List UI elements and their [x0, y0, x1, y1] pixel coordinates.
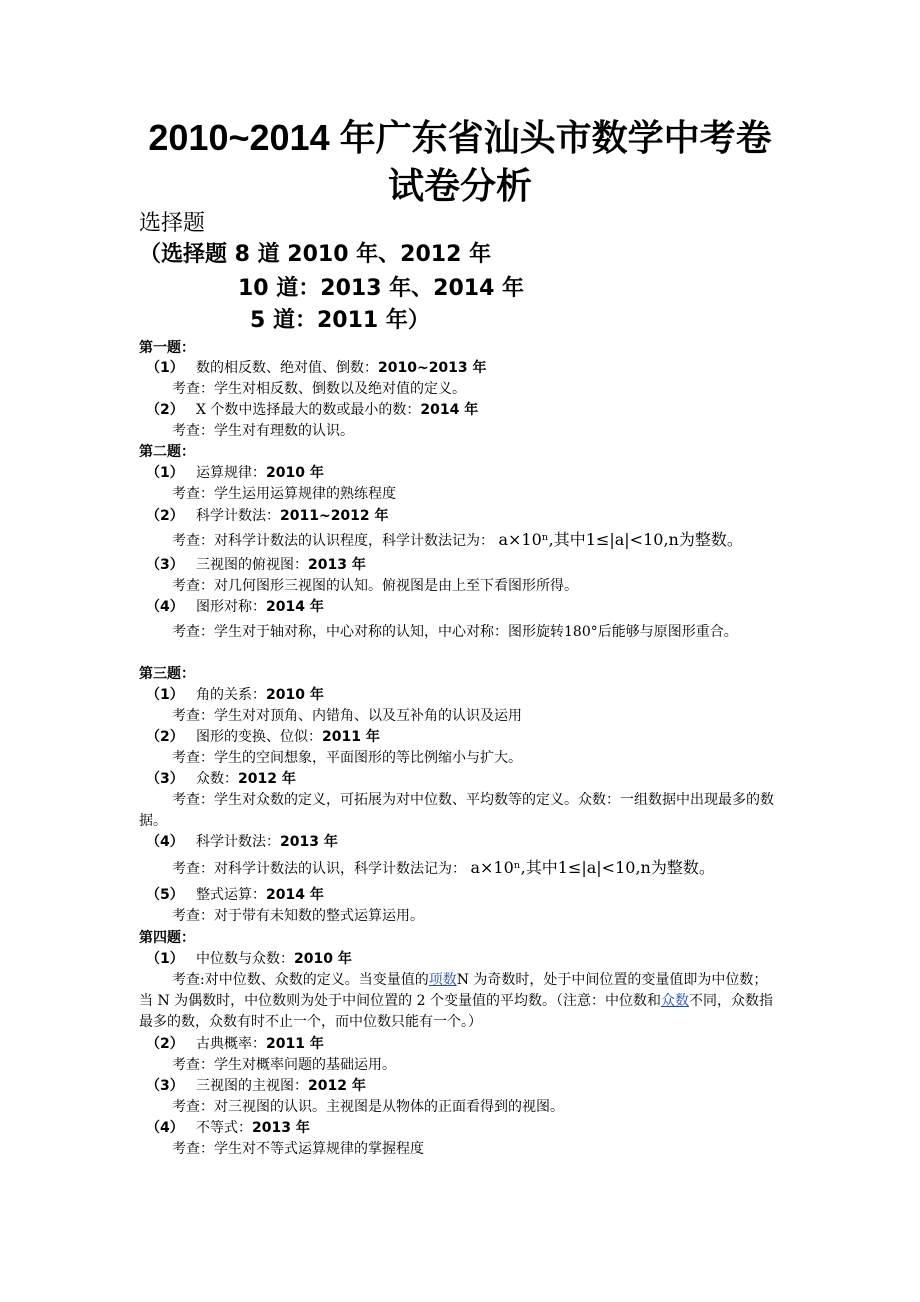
q2-item4-desc: 考查：学生对于轴对称，中心对称的认知，中心对称：图形旋转180°后能够与原图形重合。	[172, 624, 738, 640]
q4-item1-text: 中位数与众数：	[196, 951, 294, 967]
q4-item4	[196, 1118, 310, 1139]
q3-item4-num: （4）	[146, 834, 184, 850]
q4-item2	[196, 1034, 324, 1055]
scientific-notation-formula-2: a×10ⁿ,其中1≤|a|<10,n为整数。	[470, 858, 715, 877]
q3-item5	[196, 885, 324, 906]
question-4-title: 第四题：	[139, 930, 195, 946]
q1-item1	[196, 358, 487, 379]
q3-item5-text: 整式运算：	[196, 887, 266, 903]
q2-item4-num: （4）	[146, 599, 184, 615]
q2-item3-year: 2013 年	[308, 557, 366, 573]
q3-item4-desc-text: 考查：对科学计数法的认识，科学计数法记为：	[172, 861, 466, 877]
q4-item2-year: 2011 年	[266, 1036, 324, 1052]
q3-item3-desc: 考查：学生对众数的定义，可拓展为对中位数、平均数等的定义。众数：一组数据中出现最多的数据。	[139, 792, 774, 829]
q3-item3	[196, 769, 296, 790]
q1-item2-desc: 考查：学生对有理数的认识。	[172, 423, 354, 439]
section-heading: 选择题	[139, 211, 206, 236]
q4-item3-text: 三视图的主视图：	[196, 1078, 308, 1094]
q3-item1-num: （1）	[146, 687, 184, 703]
q2-item4-text: 图形对称：	[196, 599, 266, 615]
link-mode[interactable]: 众数	[660, 993, 689, 1009]
question-2-title: 第二题：	[139, 444, 195, 460]
q3-item2-desc: 考查：学生的空间想象，平面图形的等比例缩小与扩大。	[172, 750, 522, 766]
q3-item4-desc	[172, 857, 715, 880]
q4-item4-text: 不等式：	[196, 1120, 252, 1136]
q1-item2-text: X 个数中选择最大的数或最小的数：	[196, 402, 421, 418]
q4-item2-desc: 考查：学生对概率问题的基础运用。	[172, 1057, 396, 1073]
q2-item2-num: （2）	[146, 508, 184, 524]
question-3-title: 第三题：	[139, 666, 195, 682]
document-title-line1: 2010~2014 年广东省汕头市数学中考卷	[148, 117, 772, 158]
q2-item3	[196, 555, 366, 576]
q4-item3-desc: 考查：对三视图的认识。主视图是从物体的正面看得到的视图。	[172, 1099, 564, 1115]
q4-item1-desc-b: N 为奇数时，处于中间位置的变量值即为中位数；当 N 为偶数时，中位数则为处于中间位置的 2 个变量值的平均数。（注意：中位数和	[139, 972, 768, 1009]
q4-item1-num: （1）	[146, 951, 184, 967]
q4-item1-year: 2010 年	[294, 951, 352, 967]
q2-item1-desc: 考查：学生运用运算规律的熟练程度	[172, 486, 396, 502]
q3-item5-desc: 考查：对于带有未知数的整式运算运用。	[172, 908, 424, 924]
q3-item4-text: 科学计数法：	[196, 834, 280, 850]
q1-item1-year: 2010~2013 年	[378, 360, 487, 376]
q2-item1	[196, 463, 324, 484]
q3-item2-text: 图形的变换、位似：	[196, 729, 322, 745]
q4-item1-desc	[139, 970, 779, 1033]
summary-line1: （选择题 8 道 2010 年、2012 年	[139, 242, 492, 267]
q3-item1-year: 2010 年	[266, 687, 324, 703]
q3-item5-num: （5）	[146, 887, 184, 903]
q1-item2-num: （2）	[146, 402, 184, 418]
q4-item1-desc-a: 考查:对中位数、众数的定义。当变量值的	[172, 972, 429, 988]
q1-item2	[196, 400, 478, 421]
q2-item3-text: 三视图的俯视图：	[196, 557, 308, 573]
q4-item2-text: 古典概率：	[196, 1036, 266, 1052]
summary-line2: 10 道：2013 年、2014 年	[238, 276, 525, 301]
q3-item5-year: 2014 年	[266, 887, 324, 903]
q3-item4-year: 2013 年	[280, 834, 338, 850]
q3-item2-year: 2011 年	[322, 729, 380, 745]
q2-item2-year: 2011~2012 年	[280, 508, 389, 524]
q1-item2-year: 2014 年	[420, 402, 479, 418]
q4-item3-num: （3）	[146, 1078, 184, 1094]
q4-item2-num: （2）	[146, 1036, 184, 1052]
q2-item1-num: （1）	[146, 465, 184, 481]
q3-item1	[196, 685, 324, 706]
q4-item3-year: 2012 年	[308, 1078, 366, 1094]
q4-item4-year: 2013 年	[252, 1120, 310, 1136]
q3-item2-num: （2）	[146, 729, 184, 745]
q4-item1-desc-c: 不同，众数指最多的数，众数有时不止一个，而中位数只能有一个。）	[139, 993, 773, 1030]
q3-item4	[196, 832, 338, 853]
q3-item1-text: 角的关系：	[196, 687, 266, 703]
q4-item3	[196, 1076, 366, 1097]
q1-item1-desc: 考查：学生对相反数、倒数以及绝对值的定义。	[172, 381, 466, 397]
q2-item1-text: 运算规律：	[196, 465, 266, 481]
q2-item4-year: 2014 年	[266, 599, 324, 615]
q2-item3-num: （3）	[146, 557, 184, 573]
summary-line3: 5 道：2011 年）	[250, 308, 430, 333]
q3-item3-year: 2012 年	[238, 771, 296, 787]
q4-item4-desc: 考查：学生对不等式运算规律的掌握程度	[172, 1141, 424, 1157]
q1-item1-num: （1）	[146, 360, 184, 376]
question-1-title: 第一题：	[139, 340, 195, 356]
document-title-line2: 试卷分析	[387, 165, 532, 206]
q3-item2	[196, 727, 380, 748]
q2-item3-desc: 考查：对几何图形三视图的认知。俯视图是由上至下看图形所得。	[172, 578, 578, 594]
scientific-notation-formula: a×10ⁿ,其中1≤|a|<10,n为整数。	[498, 530, 743, 549]
q3-item1-desc: 考查：学生对对顶角、内错角、以及互补角的认识及运用	[172, 708, 522, 724]
q1-item1-text: 数的相反数、绝对值、倒数：	[196, 360, 378, 376]
q3-item3-text: 众数：	[196, 771, 238, 787]
q4-item1	[196, 949, 352, 970]
q2-item2	[196, 506, 389, 527]
q2-item4	[196, 597, 324, 618]
q2-item1-year: 2010 年	[266, 465, 324, 481]
q2-item2-text: 科学计数法：	[196, 508, 280, 524]
q3-item3-num: （3）	[146, 771, 184, 787]
q2-item2-desc	[172, 529, 743, 552]
q4-item4-num: （4）	[146, 1120, 184, 1136]
q2-item2-desc-text: 考查：对科学计数法的认识程度，科学计数法记为：	[172, 533, 494, 549]
link-term-count[interactable]: 项数	[428, 972, 457, 988]
